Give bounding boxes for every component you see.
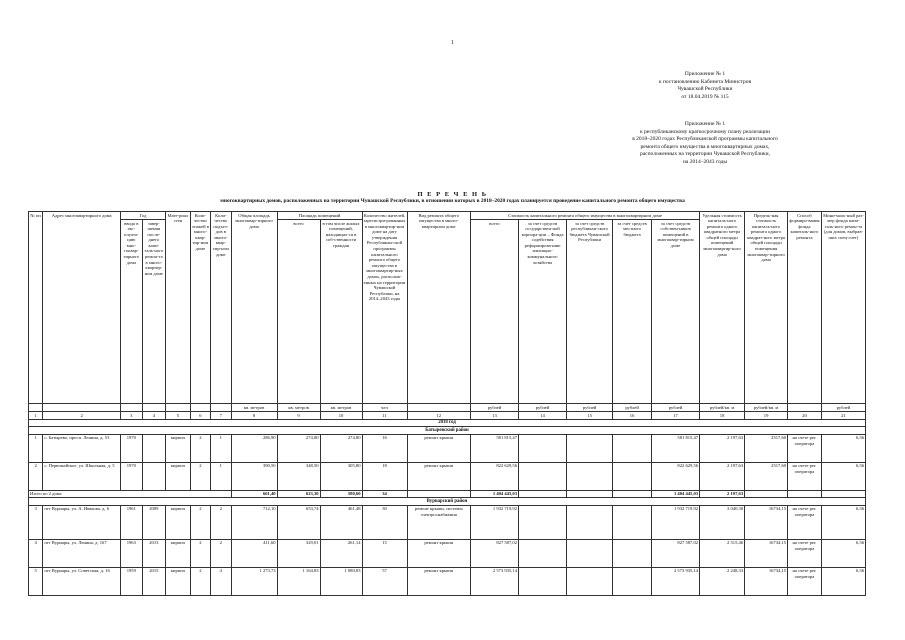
year-label: 2018 год (29, 419, 866, 427)
total-label: Итого по 2 дома (29, 490, 232, 498)
cell-address: пгт Вурнары, ул. Ленина, д. 167 (43, 539, 121, 567)
cell-premises-owned: 261,14 (320, 539, 362, 567)
col-number: 17 (652, 412, 700, 420)
unit-cell: рублей (470, 404, 518, 412)
header-address: Адрес многоквартирного дома (43, 212, 121, 404)
cell-cost-owners: 822 629,56 (652, 462, 700, 490)
appendix-2-line: к республиканскому краткосрочному плану реализации (639, 128, 771, 135)
header-fund-method: Способ формиро-вания фонда капиталь-ного ремонта (788, 212, 822, 404)
unit-cell (166, 404, 191, 412)
region-row (29, 427, 866, 435)
cell-total-area: 286,90 (231, 434, 277, 462)
unit-cell (29, 404, 43, 412)
unit-cell: рублей (567, 404, 613, 412)
cell-wall: кирпич (166, 505, 191, 539)
unit-cell: рублей (613, 404, 652, 412)
cell-cost-local (613, 567, 652, 595)
total-min-contrib (821, 490, 865, 498)
total-max-cost (745, 490, 788, 498)
total-cost-local (613, 490, 652, 498)
cell-unit-cost: 2 248,33 (700, 567, 745, 595)
unit-cell (190, 404, 210, 412)
cell-cost-owners: 581 815,47 (652, 434, 700, 462)
cell-unit-cost: 2 197,63 (700, 462, 745, 490)
cell-cost-republic (567, 505, 613, 539)
unit-cell (43, 404, 121, 412)
table-body (29, 404, 866, 596)
cell-year-built: 1963 (121, 539, 142, 567)
cell-repair-type: ремонт крыши, системы электроснабжения (407, 505, 470, 539)
cell-floors: 2 (190, 539, 210, 567)
cell-cost-local (613, 462, 652, 490)
col-number: 11 (362, 412, 407, 420)
cell-total-area: 390,50 (231, 462, 277, 490)
table-row (29, 505, 866, 539)
units-row (29, 404, 866, 412)
cell-year-last: 2015 (142, 567, 166, 595)
header-premises-all: всего (277, 220, 320, 404)
appendix-2-line: Приложение № 1 (684, 121, 726, 127)
cell-repair-type: ремонт крыши (407, 462, 470, 490)
header-premises-group: Площадь помещений (277, 212, 362, 220)
cell-cost-republic (567, 567, 613, 595)
cell-cost-fund (519, 567, 567, 595)
cell-floors: 2 (190, 567, 210, 595)
cell-total-area: 411,60 (231, 539, 277, 567)
cell-max-cost: 16734,15 (745, 567, 788, 595)
cell-cost-local (613, 539, 652, 567)
unit-cell: рублей (652, 404, 700, 412)
cell-cost-local (613, 505, 652, 539)
cell-premises-all: 653,74 (277, 505, 320, 539)
cell-address: пгт Вурнары, ул. Советская, д. 16 (43, 567, 121, 595)
appendix-2-line: в 2018–2020 годах Республиканской программы капитального (632, 136, 778, 143)
col-number: 7 (211, 412, 231, 420)
total-total-area: 661,40 (231, 490, 277, 498)
cell-entrances: 4 (211, 567, 231, 595)
appendix-2-line: ремонта общего имущества в многоквартирных домах, (640, 143, 770, 150)
housing-repair-table (28, 211, 866, 596)
col-number: 20 (788, 412, 822, 420)
cell-year-last (142, 462, 166, 490)
cell-wall: кирпич (166, 462, 191, 490)
cell-unit-cost: 2 197,63 (700, 434, 745, 462)
region-row (29, 498, 866, 506)
col-number: 6 (190, 412, 210, 420)
cell-cost-fund (519, 505, 567, 539)
appendix-2-line: расположенных на территории Чувашской Республики, (639, 151, 771, 158)
cell-floors: 2 (190, 434, 210, 462)
cell-cost-owners: 1 932 719,92 (652, 505, 700, 539)
cell-max-cost: 2517,60 (745, 434, 788, 462)
cell-residents: 16 (362, 434, 407, 462)
cell-premises-owned: 461,48 (320, 505, 362, 539)
col-number: 18 (700, 412, 745, 420)
header-year-built: ввода в экс-плуата-цию мно-гоквар-тирного дома (121, 220, 142, 404)
appendix-2-block (605, 121, 805, 167)
cell-cost-fund (519, 434, 567, 462)
region-name: Батыревский район (29, 427, 866, 435)
unit-cell: кв. метров (231, 404, 277, 412)
appendix-1-line: к постановлению Кабинета Министров (658, 78, 752, 85)
cell-num: 4 (29, 539, 43, 567)
unit-cell (121, 404, 142, 412)
header-cost-total: всего (470, 220, 518, 404)
region-name: Вурнарский район (29, 498, 866, 506)
unit-cell: кв. метров (320, 404, 362, 412)
header-residents: Количество жителей, зарегистри-рованных в многоквартир-ном доме на дату утверждения Республикан-ской программы капитального ремонта общего имущества в многоквартир-ных домах, располож-енных на территории Чувашской Республики, на 2014–2043 годы (362, 212, 407, 404)
cell-cost-total: 581 815,47 (470, 434, 518, 462)
col-number: 19 (745, 412, 788, 420)
col-number: 5 (166, 412, 191, 420)
col-number: 10 (320, 412, 362, 420)
cell-residents: 57 (362, 567, 407, 595)
cell-address: с. Первомайское, ул. Школьная, д. 5 (43, 462, 121, 490)
unit-cell (407, 404, 470, 412)
cell-num: 5 (29, 567, 43, 595)
header-cost-owners: за счет средств собствен-ников помещений в многоквар-тирном доме (652, 220, 700, 404)
appendix-1-block (625, 71, 785, 101)
header-entrances: Коли-чество подъез-дов в много-квар-тир-ном доме (211, 212, 231, 404)
total-premises-owned: 580,60 (320, 490, 362, 498)
cell-fund-method: на счете рег. оператора (788, 434, 822, 462)
header-total-area: Общая площадь многоквар-тирного дома (231, 212, 277, 404)
cell-max-cost: 2517,60 (745, 462, 788, 490)
cell-address: с. Батырево, просп. Ленина, д. 53 (43, 434, 121, 462)
cell-year-last: 2013 (142, 539, 166, 567)
page-number: 1 (451, 40, 454, 46)
total-premises-all: 623,30 (277, 490, 320, 498)
cell-repair-type: ремонт крыши (407, 434, 470, 462)
total-cost-owners: 1 404 445,03 (652, 490, 700, 498)
cell-premises-all: 348,50 (277, 462, 320, 490)
cell-total-area: 1 273,73 (231, 567, 277, 595)
cell-cost-total: 2 573 935,14 (470, 567, 518, 595)
header-floors: Коли-чество этажей в много-квар-тир-ном доме (190, 212, 210, 404)
col-number: 9 (277, 412, 320, 420)
table-row (29, 434, 866, 462)
cell-year-built: 1970 (121, 462, 142, 490)
cell-year-last (142, 434, 166, 462)
cell-cost-total: 822 629,56 (470, 462, 518, 490)
cell-min-contrib: 6,36 (821, 505, 865, 539)
header-cost-republic: за счет средств республикан-ского бюджета Чувашской Республики (567, 220, 613, 404)
col-number: 12 (407, 412, 470, 420)
col-number: 16 (613, 412, 652, 420)
cell-total-area: 712,10 (231, 505, 277, 539)
cell-fund-method: на счете рег. оператора (788, 539, 822, 567)
header-max-cost: Предель-ная стоимость капиталь-ного ремонта одного квадрат-ного метра общей площади помещения многоквар-тирного дома (745, 212, 788, 404)
appendix-1-line: Чувашской Республики (677, 86, 733, 93)
document-subtitle: многоквартирных домов, расположенных на территории Чувашской Республики, в отношении которых в 2018–2020 годах планируется проведение капитального ремонта общего имущества (220, 198, 685, 204)
cell-fund-method: на счете рег. оператора (788, 567, 822, 595)
column-numbers-row (29, 412, 866, 420)
unit-cell (142, 404, 166, 412)
header-cost-local: за счет средств местного бюджета (613, 220, 652, 404)
cell-address: пгт Вурнары, ул. А. Ивакова, д. 6 (43, 505, 121, 539)
unit-cell: чел (362, 404, 407, 412)
cell-residents: 30 (362, 505, 407, 539)
col-number: 14 (519, 412, 567, 420)
cell-fund-method: на счете рег. оператора (788, 462, 822, 490)
cell-min-contrib: 6,36 (821, 434, 865, 462)
cell-entrances: 2 (211, 505, 231, 539)
header-premises-owned: в том числе жилых помещений, находящих-ся в соб-ственности граждан (320, 220, 362, 404)
cell-unit-cost: 3 040,30 (700, 505, 745, 539)
total-row (29, 490, 866, 498)
total-fund-method (788, 490, 822, 498)
col-number: 13 (470, 412, 518, 420)
cell-floors: 2 (190, 505, 210, 539)
header-cost-group: Стоимость капитального ремонта общего имущества в многоквартирном доме (470, 212, 699, 220)
header-cost-fund: за счет средств государствен-ной корпора-ции – Фонда содействия реформирова-нию жилищно-коммунального хозяйства (519, 220, 567, 404)
col-number: 8 (231, 412, 277, 420)
cell-unit-cost: 2 515,46 (700, 539, 745, 567)
cell-premises-owned: 274,80 (320, 434, 362, 462)
cell-entrances: 1 (211, 434, 231, 462)
header-repair-type: Вид ремонта общего имущества в много-квартирном доме (407, 212, 470, 404)
cell-cost-total: 1 932 719,92 (470, 505, 518, 539)
col-number: 2 (43, 412, 121, 420)
col-number: 1 (29, 412, 43, 420)
unit-cell (788, 404, 822, 412)
appendix-1-line: Приложение № 1 (684, 71, 726, 77)
cell-premises-all: 329,01 (277, 539, 320, 567)
header-unit-cost: Удельная стоимость капиталь-ного ремонта одного квадратного метра общей площади помещений многоквартир-ного дома (700, 212, 745, 404)
cell-cost-owners: 827 587,02 (652, 539, 700, 567)
cell-wall: кирпич (166, 434, 191, 462)
cell-cost-fund (519, 462, 567, 490)
cell-min-contrib: 6,36 (821, 539, 865, 567)
cell-fund-method: на счете рег. оператора (788, 505, 822, 539)
cell-cost-republic (567, 462, 613, 490)
appendix-2-line: на 2014–2043 годы (682, 158, 728, 165)
unit-cell: рублей (519, 404, 567, 412)
appendix-1-line: от 18.04.2019 № 115 (681, 93, 729, 100)
year-row (29, 419, 866, 427)
cell-entrances: 1 (211, 462, 231, 490)
cell-premises-owned: 1 080,83 (320, 567, 362, 595)
total-cost-fund (519, 490, 567, 498)
header-wall: Мате-риал стен (166, 212, 191, 404)
total-residents: 34 (362, 490, 407, 498)
unit-cell: рублей (821, 404, 865, 412)
cell-cost-fund (519, 539, 567, 567)
total-repair-type (407, 490, 470, 498)
cell-repair-type: ремонт крыши (407, 539, 470, 567)
col-number: 21 (821, 412, 865, 420)
cell-premises-owned: 305,80 (320, 462, 362, 490)
col-number: 4 (142, 412, 166, 420)
cell-min-contrib: 6,36 (821, 462, 865, 490)
cell-year-last: 2009 (142, 505, 166, 539)
col-number: 15 (567, 412, 613, 420)
unit-cell: кв. метров (277, 404, 320, 412)
cell-wall: кирпич (166, 567, 191, 595)
cell-wall: кирпич (166, 539, 191, 567)
cell-num: 2 (29, 462, 43, 490)
header-num: № пп (29, 212, 43, 404)
table-row (29, 567, 866, 595)
header-year-last: завер-шения после-днего капи-таль-ного ремон-та в много-квартир-ном доме (142, 220, 166, 404)
cell-min-contrib: 6,36 (821, 567, 865, 595)
total-cost-republic (567, 490, 613, 498)
cell-cost-owners: 2 573 935,14 (652, 567, 700, 595)
total-unit-cost: 2 197,63 (700, 490, 745, 498)
unit-cell (211, 404, 231, 412)
cell-cost-republic (567, 539, 613, 567)
cell-cost-local (613, 434, 652, 462)
unit-cell: рублей/кв. м (745, 404, 788, 412)
cell-max-cost: 16734,15 (745, 539, 788, 567)
cell-repair-type: ремонт крыши (407, 567, 470, 595)
cell-year-built: 1961 (121, 505, 142, 539)
cell-residents: 15 (362, 539, 407, 567)
cell-num: 3 (29, 505, 43, 539)
unit-cell: рублей/кв. м (700, 404, 745, 412)
cell-premises-all: 274,80 (277, 434, 320, 462)
total-cost-total: 1 404 445,03 (470, 490, 518, 498)
col-number: 3 (121, 412, 142, 420)
table-row (29, 462, 866, 490)
cell-cost-republic (567, 434, 613, 462)
header-year-group: Год (121, 212, 166, 220)
cell-num: 1 (29, 434, 43, 462)
document-title: П Е Р Е Ч Е Н Ь (417, 191, 488, 198)
table-row (29, 539, 866, 567)
header-min-contrib: Мини-маль-ный раз-мер фонда капи-таль-ного ремон-та (для домов, выбрав-ших спец-счет) (821, 212, 865, 404)
cell-floors: 2 (190, 462, 210, 490)
cell-premises-all: 1 164,83 (277, 567, 320, 595)
cell-year-built: 1970 (121, 434, 142, 462)
cell-cost-total: 827 587,02 (470, 539, 518, 567)
cell-max-cost: 16734,15 (745, 505, 788, 539)
cell-year-built: 1959 (121, 567, 142, 595)
cell-residents: 18 (362, 462, 407, 490)
cell-entrances: 2 (211, 539, 231, 567)
